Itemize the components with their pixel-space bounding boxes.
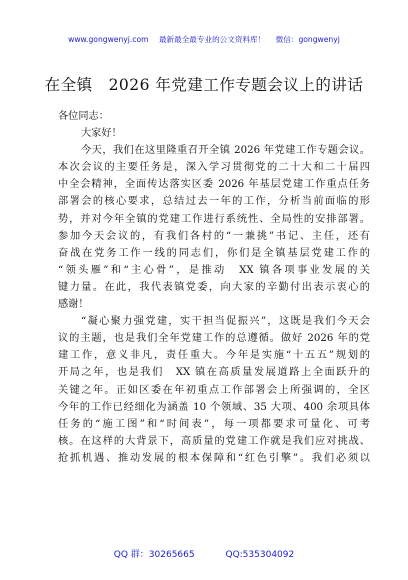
salutation: 各位同志： bbox=[58, 111, 109, 122]
text-line: 奋战在党务工作一线的同志们，你们是全镇基层党建工作的 bbox=[58, 247, 370, 259]
text-line: 任务的“施工图”和“时间表”，每一项都要求可量化、可考 bbox=[58, 418, 370, 430]
text-line: 部署会的核心要求，总结过去一年的工作，分析当前面临的形 bbox=[58, 196, 370, 208]
text-line: 抢抓机遇、推动发展的根本保障和“红色引擎”。我们必须以 bbox=[58, 452, 370, 464]
text-line: “凝心聚力强党建，实干担当促振兴”，这既是我们今天会 bbox=[81, 316, 370, 328]
site-tagline: 最新最全最专业的公文资料库！ bbox=[158, 35, 266, 44]
text-line: 今天，我们在这里隆重召开全镇 2026 年党建工作专题会议。 bbox=[81, 145, 370, 157]
text-line: 议的主题，也是我们全年党建工作的总遵循。做好 2026 年的党 bbox=[58, 333, 370, 345]
text-line: 开局之年，也是我们 XX 镇在高质量发展道路上全面跃升的 bbox=[58, 367, 370, 379]
wechat-id: 微信：gongwenyj bbox=[275, 35, 340, 44]
text-line: 今年的工作已经细化为涵盖 10 个领域、35 大项、400 余项具体 bbox=[58, 401, 370, 413]
paragraph-2 bbox=[58, 313, 370, 467]
paragraph-1 bbox=[58, 142, 370, 313]
qq-group-number: QQ 群：30265665 bbox=[113, 550, 195, 560]
qq-number: QQ:535304092 bbox=[225, 550, 295, 560]
text-line: 中全会精神，全面传达落实区委 2026 年基层党建工作重点任务 bbox=[58, 179, 370, 191]
text-line: 建工作，意义非凡，责任重大。今年是实施“十五五”规划的 bbox=[58, 350, 370, 362]
text-line: 键力量。在此，我代表镇党委，向大家的辛勤付出表示衷心的 bbox=[58, 281, 370, 293]
text-line: 参加今天会议的，有我们各村的“一兼挑”书记、主任，还有 bbox=[58, 230, 370, 242]
footer-contact bbox=[0, 547, 408, 560]
greeting: 大家好！ bbox=[81, 128, 122, 140]
site-banner bbox=[0, 34, 408, 45]
document-body bbox=[58, 108, 370, 467]
text-line: 关键之年。正如区委在年初重点工作部署会上所强调的，全区 bbox=[58, 384, 370, 396]
text-line: 势，并对今年全镇的党建工作进行系统性、全局性的安排部署。 bbox=[58, 213, 370, 225]
text-line: 感谢！ bbox=[58, 299, 89, 311]
text-line: 本次会议的主要任务是，深入学习贯彻党的二十大和二十届四 bbox=[58, 162, 370, 174]
document-title: 在全镇 2026 年党建工作专题会议上的讲话 bbox=[44, 76, 364, 94]
site-url-link[interactable]: www.gongwenyj.com bbox=[68, 35, 149, 44]
text-line: “领头雁”和“主心骨”，是推动 XX 镇各项事业发展的关 bbox=[58, 264, 370, 276]
text-line: 核。在这样的大背景下，高质量的党建工作就是我们应对挑战、 bbox=[58, 435, 370, 447]
